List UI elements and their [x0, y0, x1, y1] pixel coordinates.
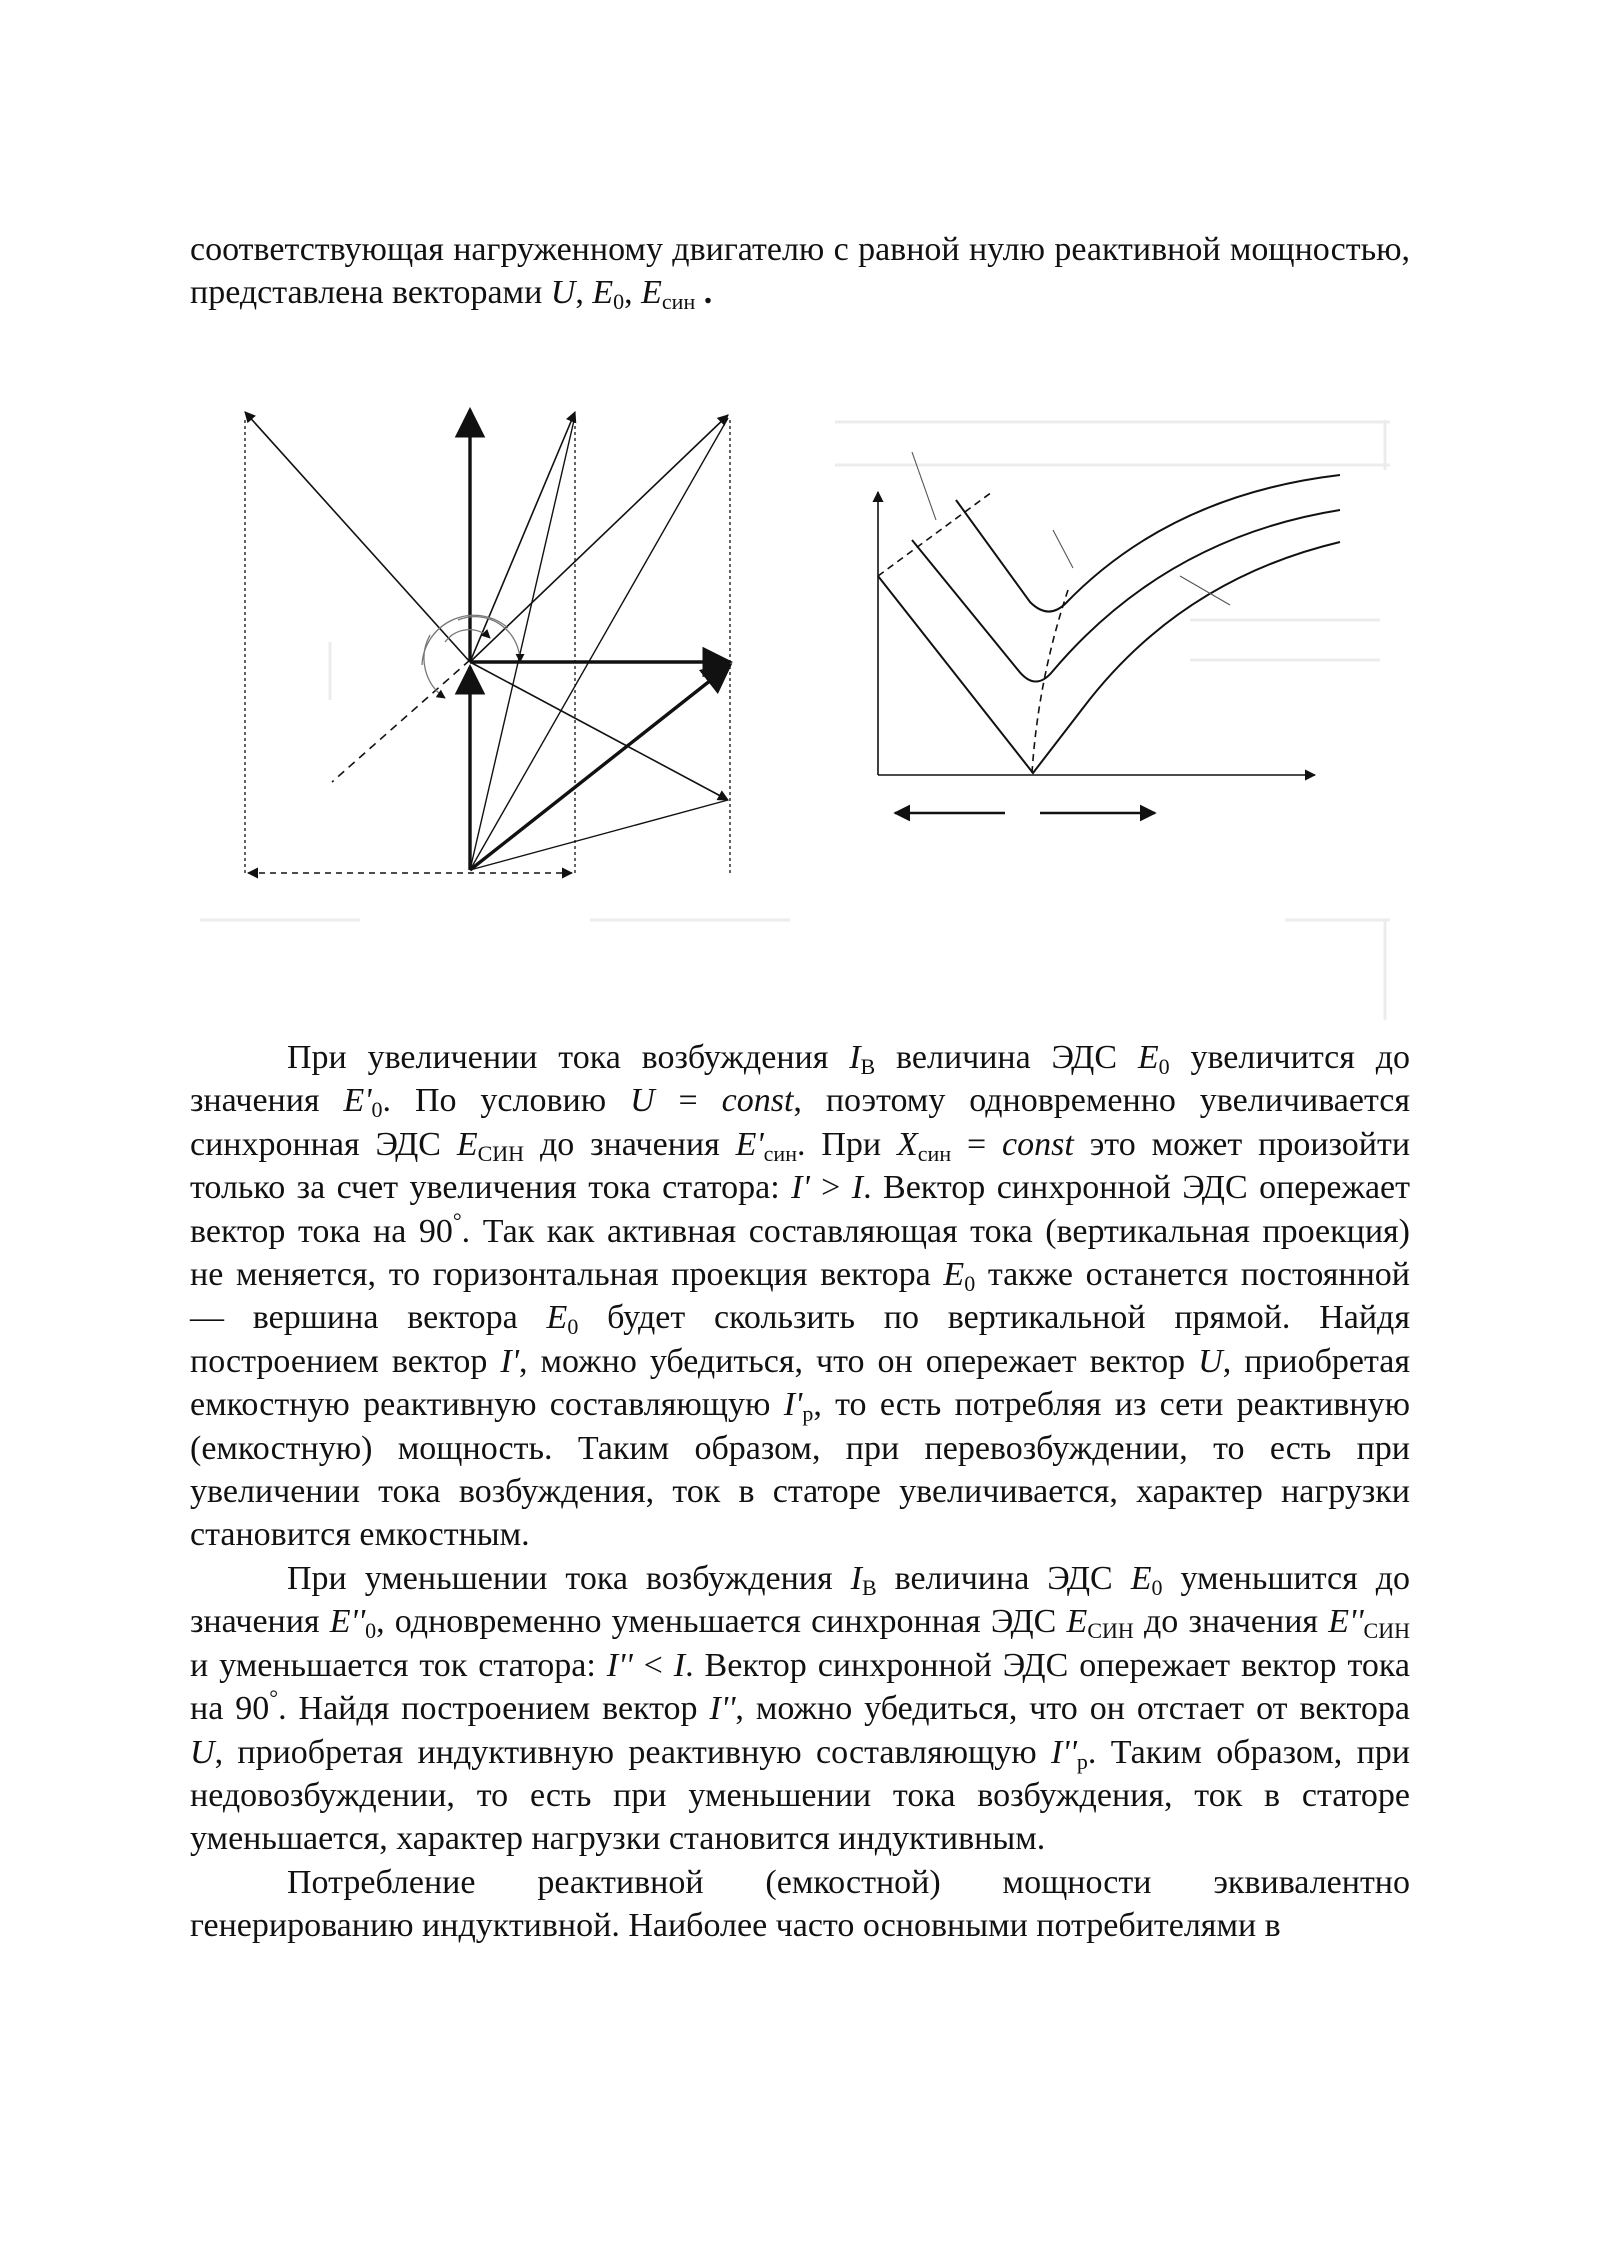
intro-paragraph: [190, 228, 1410, 315]
v-curve-3: [956, 475, 1340, 612]
v-curve-2: [912, 510, 1340, 682]
v-curve-1: [878, 542, 1340, 773]
intro-text: соответствующая нагруженному двигателю с равной нулю реактивной мощностью, представлена векторами U, $E_0$, $E_{син}$ .: [190, 231, 1410, 315]
leader-line-2: [1053, 530, 1073, 568]
vector-lower-right: [470, 662, 728, 800]
vector-bottom-to-lower-right: [470, 800, 728, 870]
vector-bottom-to-right: [470, 665, 730, 870]
paragraph-underexcitation: При уменьшении тока возбуждения $I_В$ величина ЭДС $E_0$ уменьшится до значения $E''_0$, одновременно уменьшается синхронная ЭДС $E_{СИН}$ до значения $E''_{СИН}$ и уменьшается ток статора: I'' < I. Вектор синхронной ЭДС опережает вектор тока на 90°. Найдя построением вектор I'', можно убедиться, что он отстает от вектора U, приобретая индуктивную реактивную составляющую $I''_р$. Таким образом, при недовозбуждении, то есть при уменьшении тока возбуждения, ток в статоре уменьшается, характер нагрузки становится индуктивным.: [190, 1559, 1411, 1858]
symbol-Esin: E: [641, 274, 662, 312]
vector-upper-right: [470, 415, 728, 662]
faint-background-lines: [200, 420, 1390, 1020]
symbol-U: U: [550, 274, 576, 312]
vector-bottom-to-upper-right: [470, 418, 728, 870]
paragraph-reactive-power: Потребление реактивной (емкостной) мощности эквивалентно генерированию индуктивной. Наиболее часто основными потребителями в: [190, 1863, 1410, 1945]
v-curves-diagram: [878, 452, 1340, 813]
dashed-tangent: [878, 492, 992, 576]
paragraph-overexcitation: При увеличении тока возбуждения $I_В$ величина ЭДС $E_0$ увеличится до значения $E'_0$. По условию U = const, поэтому одновременно увеличивается синхронная ЭДС $E_{СИН}$ до значения $E'_{син}$. При $X_{син}$ = const это может произойти только за счет увеличения тока статора: I' > I. Вектор синхронной ЭДС опережает вектор тока на 90°. Так как активная составляющая тока (вертикальная проекция) не меняется, то горизонтальная проекция вектора $E_0$ также останется постоянной — вершина вектора $E_0$ будет скользить по вертикальной прямой. Найдя построением вектор I', можно убедиться, что он опережает вектор U, приобретая емкостную реактивную составляющую $I'_р$, то есть потребляя из сети реактивную (емкостную) мощность. Таким образом, при перевозбуждении, то есть при увеличении тока возбуждения, ток в статоре увеличивается, характер нагрузки становится емкостным.: [190, 1039, 1411, 1554]
leader-line-1: [912, 452, 936, 520]
vector-bottom-to-mid: [470, 416, 575, 870]
leader-line-3: [1180, 576, 1230, 605]
body-text: [190, 1036, 1410, 1948]
vector-upper-mid: [470, 412, 575, 662]
dashed-diagonal: [332, 660, 470, 782]
vector-diagram: [245, 410, 730, 875]
vector-upper-left: [245, 412, 470, 662]
symbol-E0: E: [592, 274, 614, 312]
figure: [190, 380, 1420, 1040]
